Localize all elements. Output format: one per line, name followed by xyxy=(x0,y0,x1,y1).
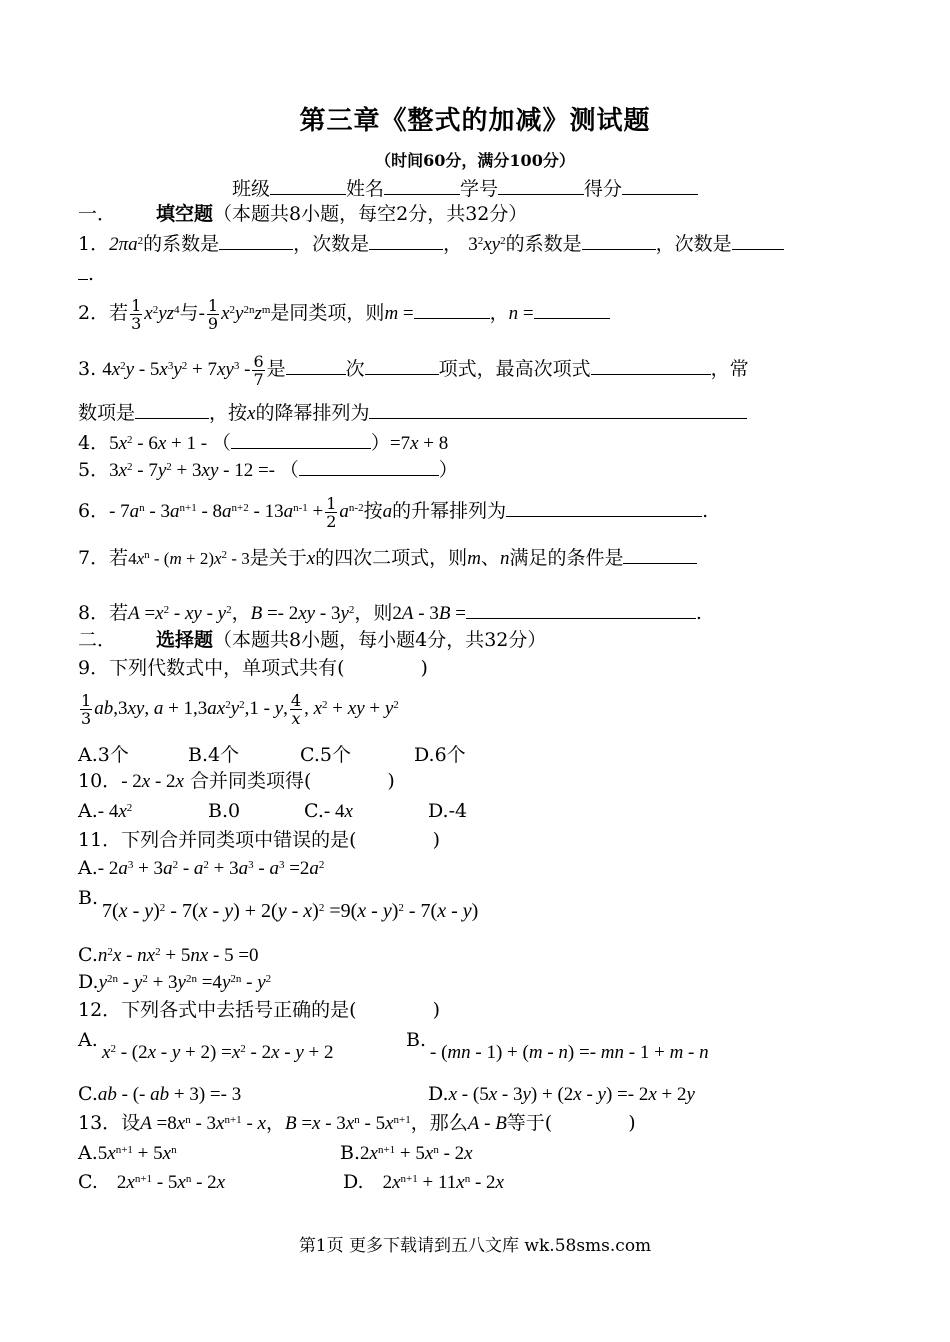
answer-blank[interactable] xyxy=(534,300,610,319)
answer-blank[interactable] xyxy=(369,231,443,250)
question-12-option-b[interactable]: - (mn - 1) + (m - n) =- mn - 1 + m - n xyxy=(430,1042,709,1063)
option-d[interactable]: D.-4 xyxy=(428,800,468,822)
question-11-option-a[interactable]: A.- $2a^3 + 3a^2 - a^2 + 3a^3 - a^3 =2a^2$ xyxy=(78,857,325,879)
answer-blank[interactable] xyxy=(582,231,656,250)
student-info-line xyxy=(232,174,698,201)
question-13-option-c[interactable]: C. $2x^{n+1} - 5x^n - 2x$ xyxy=(78,1171,226,1193)
question-3-cont: 数项是 ，按x的降幂排列为 xyxy=(78,400,747,426)
question-12-option-a-label[interactable]: A. xyxy=(78,1029,98,1051)
question-8: 8．若$A =x^2$ - xy - $y^2$，$B =- 2xy - 3y^2$，则2A - 3B = . xyxy=(78,602,702,624)
question-4: 4．$5x^2 - 6x + 1$ - （ ）=7x + 8 xyxy=(78,432,449,454)
question-13-option-b[interactable]: $B.2x^{n+1} + 5x^n - 2x$ xyxy=(340,1142,473,1164)
question-11-option-d[interactable]: $D.y^{2n} - y^2 + 3y^{2n} =4y^{2n} - y^2$ xyxy=(78,971,272,993)
question-1-cont: . xyxy=(78,261,94,286)
question-12-option-a[interactable]: $x^2 - (2x - y + 2) =x^2 - 2x - y + 2$ xyxy=(102,1042,334,1063)
question-10-options xyxy=(78,799,467,824)
answer-blank[interactable] xyxy=(78,261,88,280)
question-11-option-b-label[interactable]: B. xyxy=(78,887,99,909)
question-12-option-c[interactable]: C.ab - (- ab + 3) =- 3 xyxy=(78,1083,242,1105)
answer-blank[interactable] xyxy=(219,231,293,250)
option-a[interactable]: A.3个 xyxy=(78,744,129,766)
answer-blank[interactable] xyxy=(135,400,209,419)
field-score-label: 得分 xyxy=(584,178,623,200)
option-c[interactable]: C.5个 xyxy=(300,744,351,766)
question-13: 13．设$A =8x^n - 3x^{n+1} - x$，$B =x - 3x^n - 5x^{n+1}$，那么A - B等于( ) xyxy=(78,1112,636,1134)
field-score-blank[interactable] xyxy=(622,176,698,195)
question-12: 12．下列各式中去括号正确的是( ) xyxy=(78,999,441,1021)
question-7: 7．若$4x^n - (m + 2)x^2 - 3$是关于x的四次二项式，则m、n满足的条件是 xyxy=(78,545,697,571)
option-d[interactable]: D.6个 xyxy=(414,744,466,766)
field-class-blank[interactable] xyxy=(270,176,346,195)
question-11: 11．下列合并同类项中错误的是( ) xyxy=(78,829,441,851)
answer-blank[interactable] xyxy=(231,430,371,449)
answer-blank[interactable] xyxy=(286,356,346,375)
option-b[interactable]: B.4个 xyxy=(188,744,240,766)
page-footer: 第1页 更多下载请到五八文库 wk.58sms.com xyxy=(298,1236,652,1256)
answer-blank[interactable] xyxy=(506,498,702,517)
answer-blank[interactable] xyxy=(591,356,711,375)
answer-blank[interactable] xyxy=(732,231,784,250)
question-10: 10．- 2x - 2x 合并同类项得( ) xyxy=(78,770,395,792)
answer-blank[interactable] xyxy=(299,457,439,476)
field-name-blank[interactable] xyxy=(384,176,460,195)
question-12-option-d[interactable]: D.x - (5x - 3y) + (2x - y) =- 2x + 2y xyxy=(428,1083,695,1105)
field-name-label: 姓名 xyxy=(346,178,385,200)
page-subtitle: （时间60分，满分100分） xyxy=(375,151,575,170)
option-c[interactable]: C.- 4x xyxy=(304,800,353,822)
field-id-blank[interactable] xyxy=(498,176,584,195)
question-11-option-b[interactable]: 7(x - y)$^2$ - 7(x - y) + 2(y - x)$^2$ =9(x - y)$^2$ - 7(x - y) xyxy=(102,900,479,922)
question-13-option-a[interactable]: $A.5x^{n+1} + 5x^n$ xyxy=(78,1142,177,1164)
field-id-label: 学号 xyxy=(460,178,499,200)
section2-heading: 二． 选择题（本题共8小题，每小题4分，共32分） xyxy=(78,629,547,651)
question-1: 1．$2\pi a^2$的系数是 ，次数是 ， $3^2xy^2$的系数是 ，次数是 xyxy=(78,231,784,257)
answer-blank[interactable] xyxy=(365,356,439,375)
answer-blank[interactable] xyxy=(414,300,490,319)
question-2: 2．若 $\frac{1}{3}$ $x^2yz^4$与- $\frac{1}{9}$ $x^2y^{2n}z^m$是同类项，则m = ，n = xyxy=(78,296,610,332)
option-b[interactable]: B.0 xyxy=(208,800,241,822)
question-6: 6．- $7a^n - 3a^{n+1} - 8a^{n+2} - 13a^{n-1}$ + $\frac{1}{2}$ $a^{n-2}$按a的升幂排列为 . xyxy=(78,493,709,531)
question-3: 3. $4x^2y - 5x^3y^2 + 7xy^3$ - $\frac{6}{7}$ 是 次 项式，最高次项式 ，常 xyxy=(78,351,749,389)
question-9-expressions: $\frac{1}{3}$ ab,3xy, $a + 1,3ax^2y^2,1 - y$, $\frac{4}{x}$ , $x^2$ + xy + $y^2$ xyxy=(81,690,399,728)
field-class-label: 班级 xyxy=(232,178,271,200)
section1-heading: 一． 填空题（本题共8小题，每空2分，共32分） xyxy=(78,203,528,225)
question-11-option-c[interactable]: $C.n^2x - nx^2 + 5nx - 5 =0$ xyxy=(78,944,259,966)
question-5: 5．$3x^2 - 7y^2 + 3xy - 12$ =- （ ） xyxy=(78,459,458,481)
question-9-options xyxy=(78,743,466,767)
question-12-option-b-label[interactable]: B. xyxy=(406,1029,427,1051)
option-a[interactable]: A.- $4x^2$ xyxy=(78,800,133,822)
answer-blank[interactable] xyxy=(466,600,696,619)
question-9: 9．下列代数式中，单项式共有( ) xyxy=(78,657,428,679)
page-title: 第三章《整式的加减》测试题 xyxy=(299,106,651,136)
answer-blank[interactable] xyxy=(369,400,747,419)
question-13-option-d[interactable]: D. $2x^{n+1} + 11x^n - 2x$ xyxy=(343,1171,504,1193)
answer-blank[interactable] xyxy=(623,545,697,564)
